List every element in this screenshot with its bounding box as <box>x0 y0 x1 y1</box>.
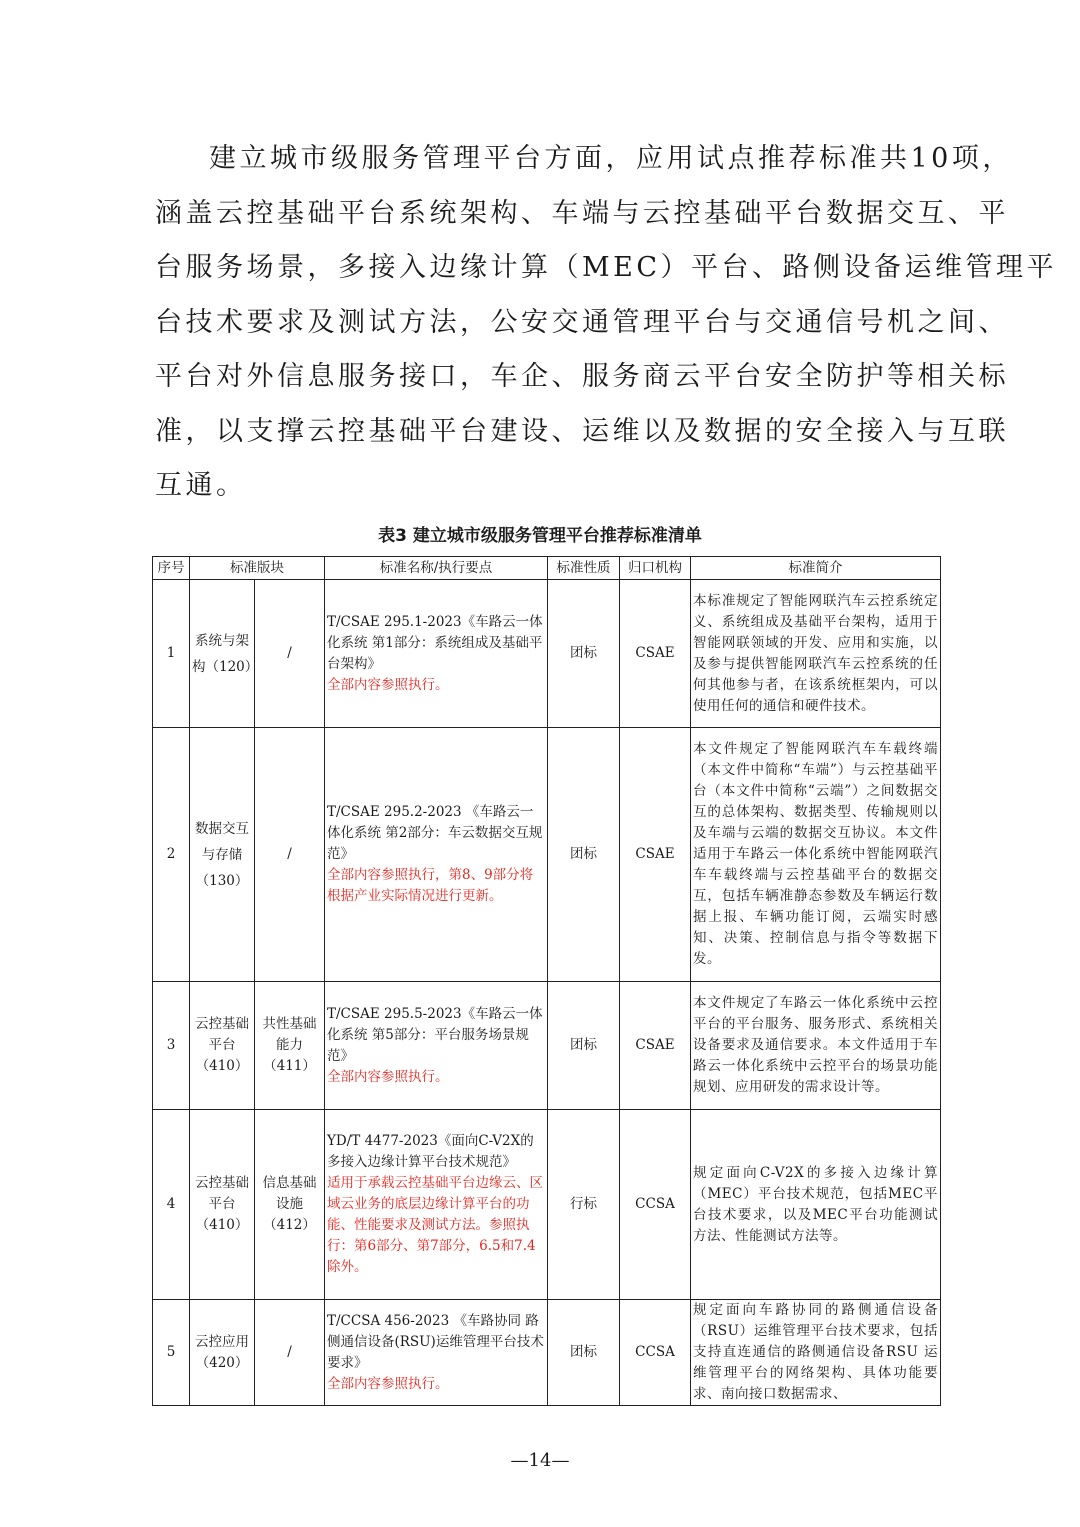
row-nature: 团标 <box>548 728 620 982</box>
paragraph-line: 涵盖云控基础平台系统架构、车端与云控基础平台数据交互、平 <box>155 197 1009 229</box>
row-org: CSAE <box>620 728 691 982</box>
standard-title: YD/T 4477-2023《面向C-V2X的多接入边缘计算平台技术规范》 <box>327 1133 534 1170</box>
table-row <box>153 1110 941 1300</box>
row-no: 5 <box>153 1300 190 1406</box>
paragraph-line: 台技术要求及测试方法，公安交通管理平台与交通信号机之间、 <box>155 306 1009 338</box>
execution-note: 全部内容参照执行。 <box>327 1068 449 1085</box>
row-submodule: / <box>255 580 325 728</box>
row-no: 3 <box>153 982 190 1110</box>
header-org: 归口机构 <box>620 557 691 580</box>
paragraph-line: 台服务场景，多接入边缘计算（MEC）平台、路侧设备运维管理平 <box>155 252 1058 283</box>
row-submodule: 共性基础能力（411） <box>255 982 325 1110</box>
header-intro: 标准简介 <box>691 557 941 580</box>
row-module: 系统与架构（120） <box>190 580 255 728</box>
row-nature: 团标 <box>548 1300 620 1406</box>
row-submodule: 信息基础设施（412） <box>255 1110 325 1300</box>
row-no: 4 <box>153 1110 190 1300</box>
row-no: 1 <box>153 580 190 728</box>
row-standard-name <box>325 982 548 1110</box>
row-intro: 规定面向车路协同的路侧通信设备（RSU）运维管理平台技术要求，包括支持直连通信的路侧通信设备RSU 运维管理平台的网络架构、具体功能要求、南向接口数据需求、 <box>691 1300 941 1406</box>
row-org: CSAE <box>620 982 691 1110</box>
header-name: 标准名称/执行要点 <box>325 557 548 580</box>
row-standard-name <box>325 580 548 728</box>
intro-paragraph <box>155 132 1058 514</box>
row-module: 云控应用（420） <box>190 1300 255 1406</box>
row-module: 云控基础平台（410） <box>190 982 255 1110</box>
row-intro: 本文件规定了车路云一体化系统中云控平台的平台服务、服务形式、系统相关设备要求及通信要求。本文件适用于车路云一体化系统中云控平台的场景功能规划、应用研发的需求设计等。 <box>691 982 941 1110</box>
row-nature: 行标 <box>548 1110 620 1300</box>
row-nature: 团标 <box>548 580 620 728</box>
paragraph-line: 准，以支撑云控基础平台建设、运维以及数据的安全接入与互联 <box>155 415 1009 447</box>
row-org: CCSA <box>620 1300 691 1406</box>
row-no: 2 <box>153 728 190 982</box>
row-org: CSAE <box>620 580 691 728</box>
standard-title: T/CCSA 456-2023 《车路协同 路侧通信设备(RSU)运维管理平台技术要求》 <box>327 1312 544 1371</box>
table-row <box>153 728 941 982</box>
row-intro: 本文件规定了智能网联汽车车载终端（本文件中简称“车端”）与云控基础平台（本文件中简称“云端”）之间数据交互的总体架构、数据类型、传输规则以及车端与云端的数据交互协议。本文件适用于车路云一体化系统中智能网联汽车车载终端与云控基础平台的数据交互，包括车辆准静态参数及车辆运行数据上报、车辆功能订阅，云端实时感知、决策、控制信息与指令等数据下发。 <box>691 728 941 982</box>
row-standard-name <box>325 1110 548 1300</box>
table-row <box>153 982 941 1110</box>
row-intro: 规定面向C-V2X的多接入边缘计算（MEC）平台技术规范，包括MEC平台技术要求，以及MEC平台功能测试方法、性能测试方法等。 <box>691 1110 941 1300</box>
standard-title: T/CSAE 295.2-2023 《车路云一体化系统 第2部分：车云数据交互规范》 <box>327 804 543 862</box>
execution-note: 全部内容参照执行，第8、9部分将根据产业实际情况进行更新。 <box>327 867 534 904</box>
table-header-row <box>153 557 941 580</box>
paragraph-line: 建立城市级服务管理平台方面，应用试点推荐标准共10项， <box>209 143 1013 174</box>
header-no: 序号 <box>153 557 190 580</box>
table-caption: 表3 建立城市级服务管理平台推荐标准清单 <box>378 526 702 546</box>
row-intro: 本标准规定了智能网联汽车云控系统定义、系统组成及基础平台架构，适用于智能网联领域的开发、应用和实施，以及参与提供智能网联汽车云控系统的任何其他参与者，在该系统框架内，可以使用任何的通信和硬件技术。 <box>691 580 941 728</box>
table-row <box>153 580 941 728</box>
table-row <box>153 1300 941 1406</box>
row-submodule: / <box>255 728 325 982</box>
execution-note: 全部内容参照执行。 <box>327 676 449 693</box>
paragraph-line: 平台对外信息服务接口，车企、服务商云平台安全防护等相关标 <box>155 361 1009 392</box>
row-nature: 团标 <box>548 982 620 1110</box>
row-org: CCSA <box>620 1110 691 1300</box>
row-standard-name <box>325 728 548 982</box>
header-module: 标准版块 <box>190 557 325 580</box>
standard-title: T/CSAE 295.1-2023《车路云一体化系统 第1部分：系统组成及基础平台架构》 <box>327 613 543 672</box>
standard-title: T/CSAE 295.5-2023《车路云一体化系统 第5部分：平台服务场景规范》 <box>327 1005 543 1064</box>
standards-table <box>152 556 941 1406</box>
execution-note: 全部内容参照执行。 <box>327 1375 449 1392</box>
page-number: —14— <box>510 1450 570 1471</box>
row-module: 云控基础平台（410） <box>190 1110 255 1300</box>
execution-note: 适用于承载云控基础平台边缘云、区域云业务的底层边缘计算平台的功能、性能要求及测试方法。参照执行：第6部分、第7部分，6.5和7.4除外。 <box>327 1175 543 1275</box>
row-standard-name <box>325 1300 548 1406</box>
header-nature: 标准性质 <box>548 557 620 580</box>
paragraph-line: 互通。 <box>155 470 247 501</box>
row-submodule: / <box>255 1300 325 1406</box>
row-module: 数据交互与存储（130） <box>190 728 255 982</box>
